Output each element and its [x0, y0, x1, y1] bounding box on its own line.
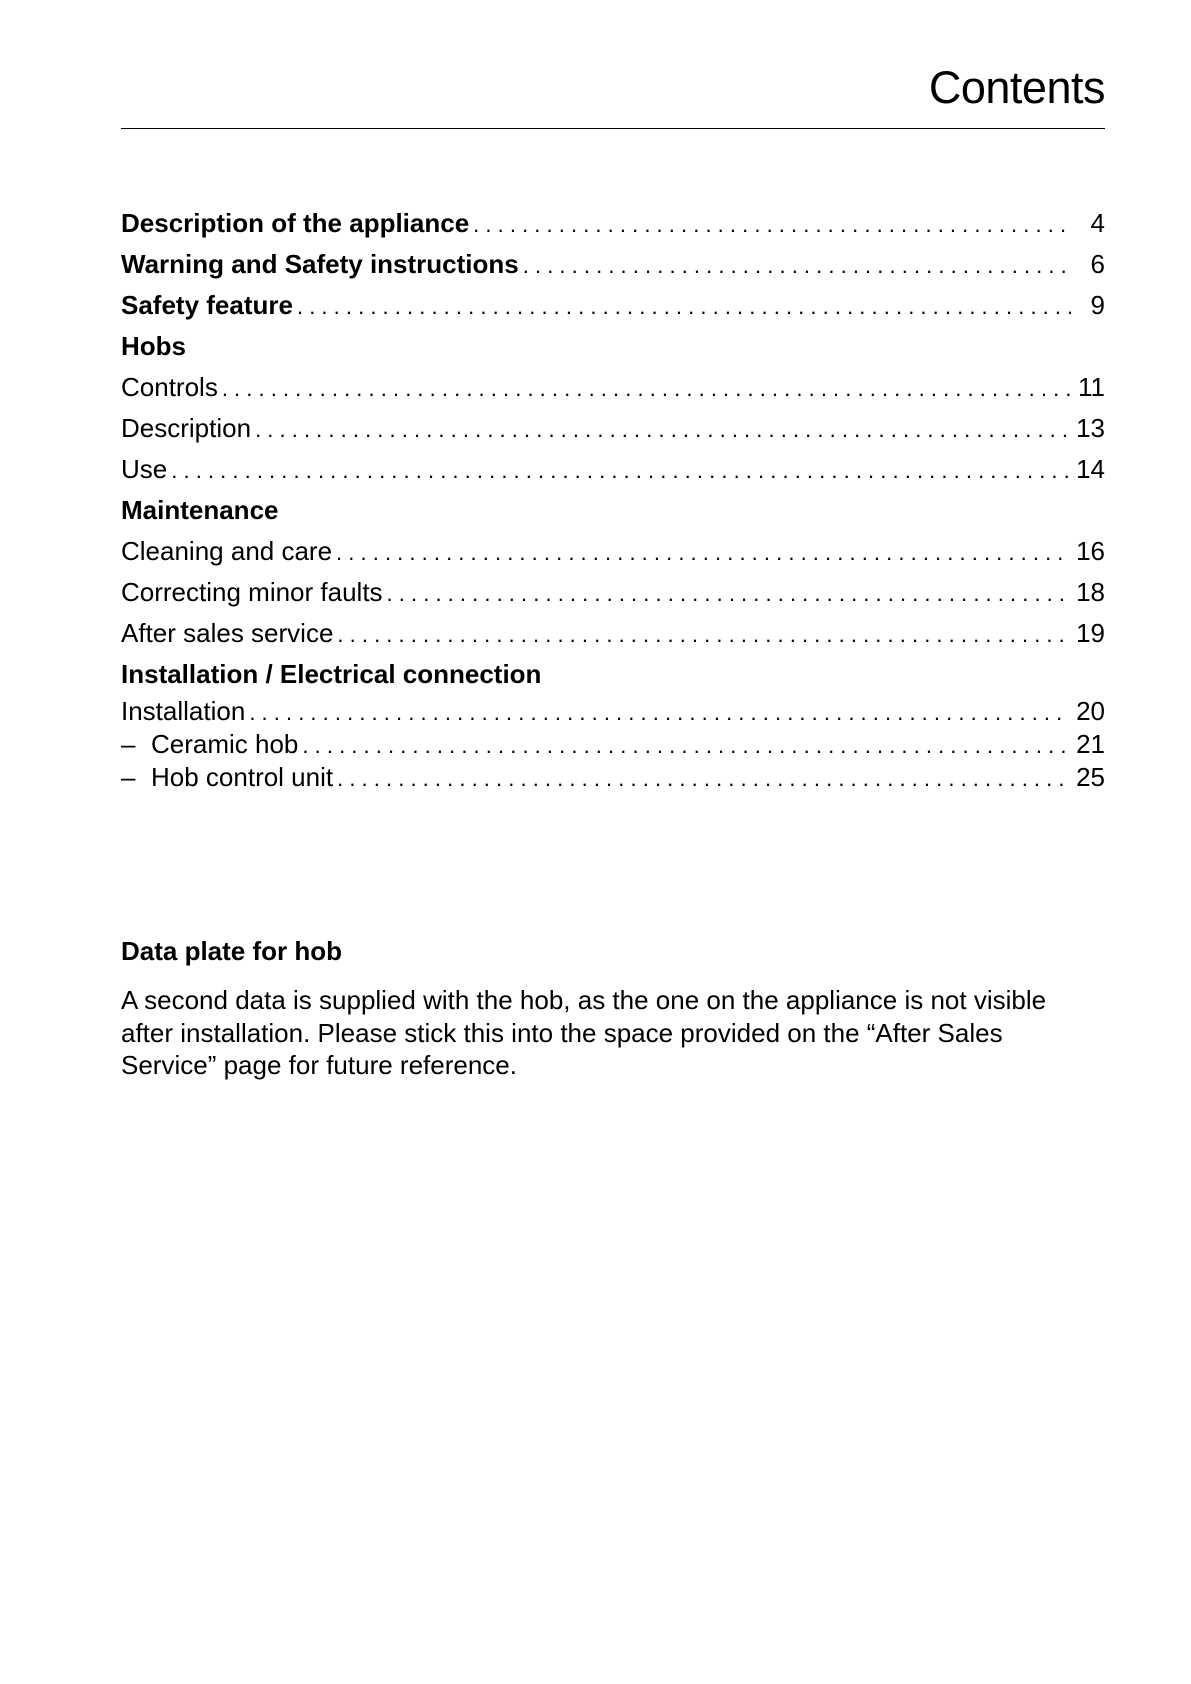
toc-entry-after-sales[interactable]: [121, 613, 1105, 654]
dash-marker: –: [121, 762, 136, 792]
dot-leader: [297, 286, 1071, 327]
dot-leader: [473, 204, 1071, 245]
toc-entry-safety-feature[interactable]: [121, 285, 1105, 326]
toc-entry-label: Installation: [121, 696, 246, 726]
toc-section-maintenance: Maintenance: [121, 495, 279, 525]
toc-section-hobs: Hobs: [121, 331, 186, 361]
toc-entry-label: Warning and Safety instructions: [121, 249, 519, 279]
toc-entry-label: Cleaning and care: [121, 536, 333, 566]
toc-entry-label: Controls: [121, 372, 218, 402]
dot-leader: [523, 245, 1071, 286]
toc-entry-ceramic-hob[interactable]: [121, 728, 1105, 761]
toc-entry-controls[interactable]: [121, 367, 1105, 408]
toc-entry-label: Correcting minor faults: [121, 577, 383, 607]
toc-entry-page: 25: [1076, 762, 1105, 792]
toc-entry-page: 11: [1078, 372, 1105, 402]
note-body: A second data is supplied with the hob, as the one on the appliance is not visible after installation. Please stick this into the space provided on the “After Sales Service” page for future reference.: [121, 985, 1047, 1080]
toc-entry-page: 6: [1090, 249, 1105, 279]
toc-entry-page: 21: [1076, 729, 1105, 759]
toc-entry-label: Description: [121, 413, 252, 443]
dot-leader: [222, 368, 1071, 409]
dash-marker: –: [121, 729, 136, 759]
toc-entry-label: After sales service: [121, 618, 334, 648]
toc-entry-label: Ceramic hob: [151, 729, 299, 759]
toc-entry-cleaning[interactable]: [121, 531, 1105, 572]
dot-leader: [302, 729, 1070, 762]
dot-leader: [249, 696, 1070, 729]
toc-entry-page: 13: [1076, 413, 1105, 443]
toc-entry-page: 19: [1076, 618, 1105, 648]
table-of-contents: [121, 203, 1105, 794]
toc-entry-label: Description of the appliance: [121, 208, 470, 238]
toc-entry-page: 18: [1076, 577, 1105, 607]
toc-entry-page: 16: [1076, 536, 1105, 566]
toc-entry-page: 9: [1090, 290, 1105, 320]
toc-entry-installation[interactable]: [121, 695, 1105, 728]
note-heading: Data plate for hob: [121, 936, 343, 966]
toc-entry-label: Use: [121, 454, 168, 484]
toc-entry-page: 20: [1076, 696, 1105, 726]
toc-entry-hob-control-unit[interactable]: [121, 761, 1105, 794]
toc-section-installation: Installation / Electrical connection: [121, 659, 542, 689]
dot-leader: [337, 762, 1070, 795]
dot-leader: [171, 450, 1070, 491]
title-divider: [121, 128, 1105, 129]
toc-entry-use[interactable]: [121, 449, 1105, 490]
document-page: [121, 0, 1105, 1684]
toc-entry-label: Hob control unit: [151, 762, 334, 792]
page-title: Contents: [928, 62, 1105, 113]
dot-leader: [255, 409, 1070, 450]
dot-leader: [336, 532, 1070, 573]
toc-entry-label: Safety feature: [121, 290, 293, 320]
dot-leader: [387, 573, 1071, 614]
toc-entry-page: 4: [1090, 208, 1105, 238]
toc-entry-page: 14: [1076, 454, 1105, 484]
toc-entry-description-of-appliance[interactable]: [121, 203, 1105, 244]
toc-entry-description[interactable]: [121, 408, 1105, 449]
dot-leader: [337, 614, 1070, 655]
toc-entry-minor-faults[interactable]: [121, 572, 1105, 613]
toc-entry-warning-safety[interactable]: [121, 244, 1105, 285]
